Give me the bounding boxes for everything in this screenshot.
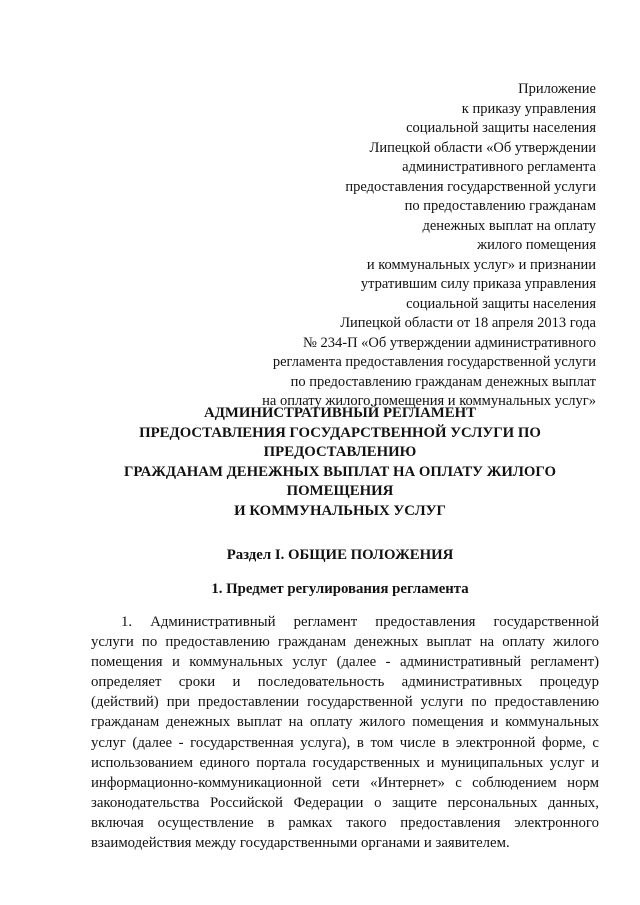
paragraph-line: включая осуществление в рамках такого предоставления электронного <box>91 814 599 831</box>
paragraph-line: помещения и коммунальных услуг (далее - административный регламент) <box>91 654 599 671</box>
appendix-line: Липецкой области от 18 апреля 2013 года <box>340 315 596 331</box>
paragraph-line: взаимодействия между государственными органами и заявителем. <box>91 835 510 852</box>
paragraph-line: услуг (далее - государственная услуга), в том числе в электронной форме, с <box>91 734 599 751</box>
paragraph-line: гражданам денежных выплат на оплату жилого помещения и коммунальных <box>91 714 599 731</box>
appendix-line: по предоставлению гражданам <box>404 198 596 214</box>
appendix-line: утратившим силу приказа управления <box>360 276 596 292</box>
appendix-block <box>216 80 596 412</box>
appendix-line: жилого помещения <box>477 237 596 253</box>
title-line: ПРЕДОСТАВЛЕНИЯ ГОСУДАРСТВЕННОЙ УСЛУГИ ПО <box>139 424 541 441</box>
appendix-line: Приложение <box>518 81 596 97</box>
appendix-line: № 234-П «Об утверждении административного <box>303 334 596 351</box>
paragraph-line: использованием единого портала государственных и муниципальных услуг и <box>91 754 599 771</box>
appendix-line: по предоставлению гражданам денежных выплат <box>290 373 596 390</box>
section-heading: Раздел I. ОБЩИЕ ПОЛОЖЕНИЯ <box>226 547 454 563</box>
paragraph-line: определяет сроки и последовательность административных процедур <box>91 674 599 691</box>
appendix-line: и коммунальных услуг» и признании <box>366 256 596 273</box>
paragraph-line: законодательства Российской Федерации о защите персональных данных, <box>91 794 599 811</box>
subsection-heading: 1. Предмет регулирования регламента <box>211 581 469 597</box>
title-line: И КОММУНАЛЬНЫХ УСЛУГ <box>234 502 446 519</box>
appendix-line: к приказу управления <box>461 100 596 117</box>
title-line: АДМИНИСТРАТИВНЫЙ РЕГЛАМЕНТ <box>204 405 476 421</box>
paragraph-line: информационно-коммуникационной сети «Интернет» с соблюдением норм <box>91 774 599 791</box>
appendix-line: предоставления государственной услуги <box>345 178 596 195</box>
title-line: ПРЕДОСТАВЛЕНИЮ <box>263 444 417 460</box>
title-line: ПОМЕЩЕНИЯ <box>286 483 394 499</box>
paragraph-line: услуги по предоставлению гражданам денежных выплат на оплату жилого <box>91 634 599 651</box>
paragraph-line: (действий) при предоставлении государственной услуги по предоставлению <box>91 694 599 711</box>
appendix-line: регламента предоставления государственной услуги <box>272 354 596 370</box>
appendix-line: социальной защиты населения <box>406 295 596 312</box>
appendix-line: денежных выплат на оплату <box>422 217 596 234</box>
appendix-line: на оплату жилого помещения и коммунальных услуг» <box>262 393 596 409</box>
paragraph-line: 1. Административный регламент предоставления государственной <box>121 614 599 630</box>
appendix-line: административного регламента <box>402 159 596 175</box>
document-title <box>80 404 600 521</box>
title-line: ГРАЖДАНАМ ДЕНЕЖНЫХ ВЫПЛАТ НА ОПЛАТУ ЖИЛОГО <box>124 463 556 480</box>
appendix-line: Липецкой области «Об утверждении <box>369 139 596 156</box>
appendix-line: социальной защиты населения <box>406 120 596 136</box>
paragraph-1 <box>91 612 599 853</box>
